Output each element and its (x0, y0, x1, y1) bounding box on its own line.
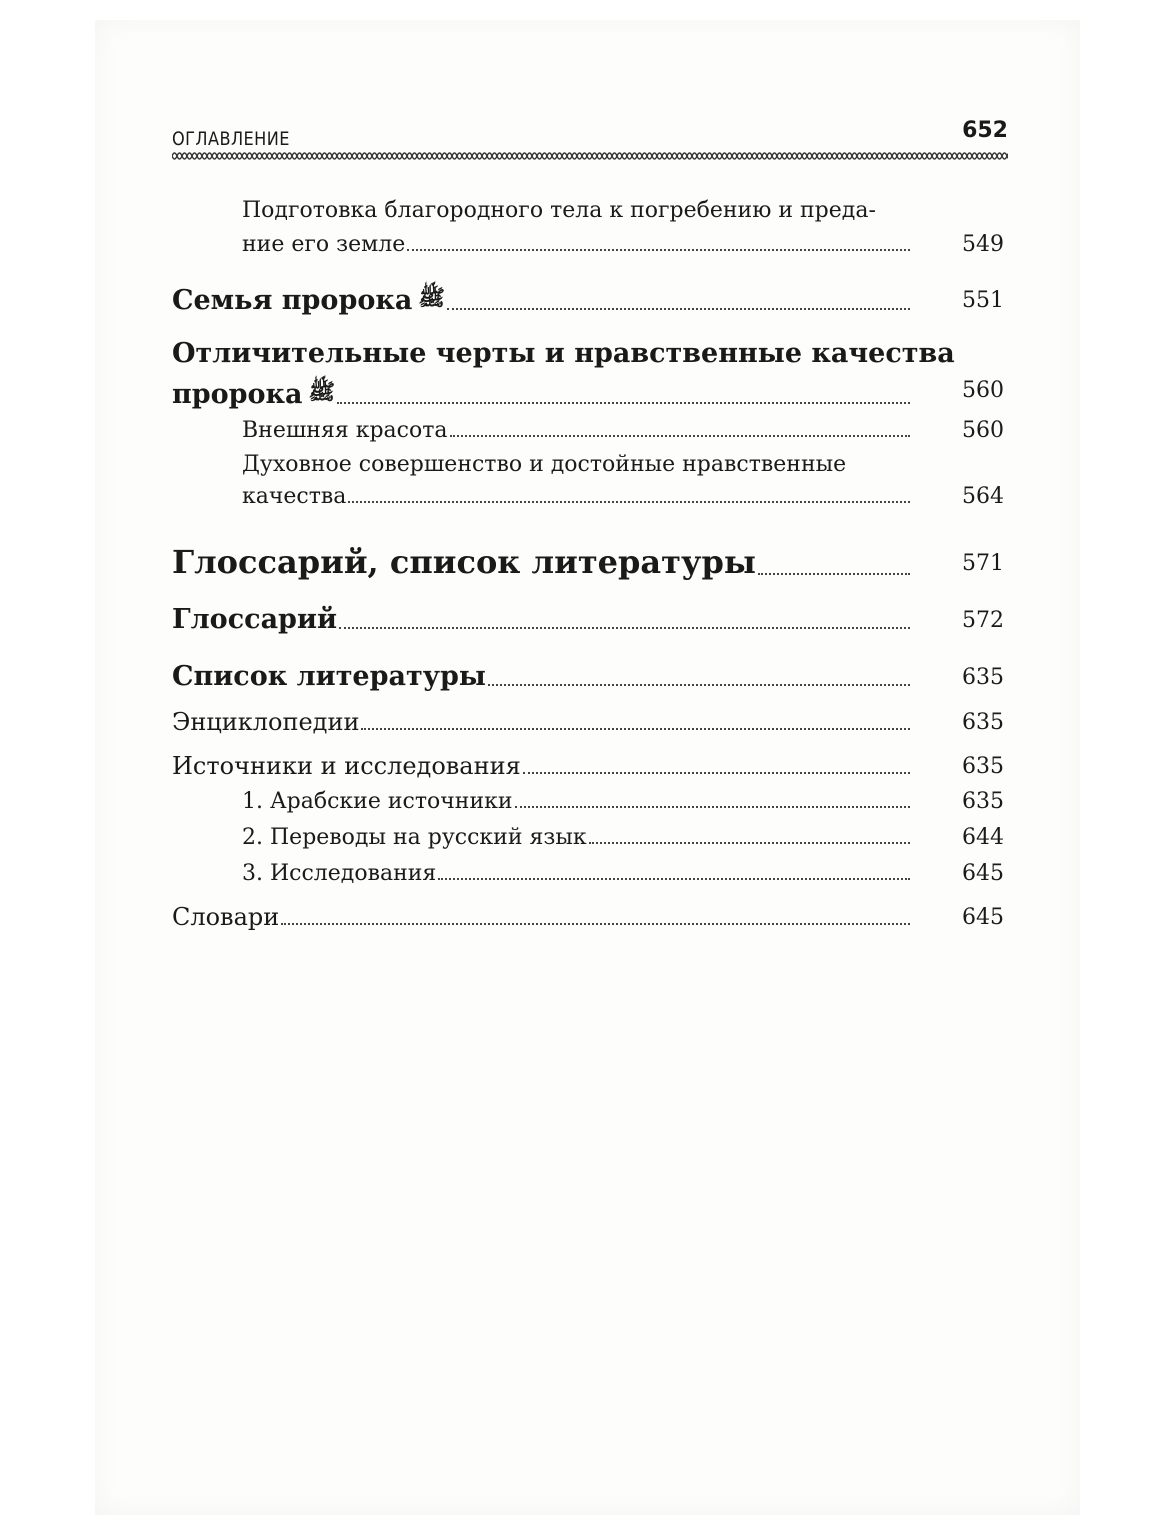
toc-entry-text-line2: пророка (172, 379, 303, 410)
toc-entry[interactable] (172, 708, 1008, 742)
toc-entry[interactable] (172, 604, 1008, 644)
toc-page-number: 571 (962, 551, 1004, 576)
toc-entry[interactable] (172, 198, 1008, 268)
toc-entry-text: 3. Исследования (242, 861, 437, 886)
seal-icon: ﷺ (418, 285, 445, 311)
header-title: ОГЛАВЛЕНИЕ (172, 128, 290, 150)
toc-entry[interactable] (172, 543, 1008, 587)
toc-page-number: 551 (962, 288, 1004, 313)
leader-dots (337, 401, 910, 404)
leader-dots (758, 572, 910, 575)
leader-dots (515, 805, 910, 808)
toc-entry[interactable] (172, 903, 1008, 937)
toc-entry-text: Глоссарий, список литературы (172, 543, 756, 581)
toc-page-number: 635 (962, 789, 1004, 814)
leader-dots (523, 771, 910, 774)
toc-entry[interactable] (172, 825, 1008, 857)
leader-dots (488, 683, 910, 686)
toc-page-number: 635 (962, 710, 1004, 735)
leader-dots (407, 248, 910, 251)
header-page-number: 652 (962, 118, 1008, 143)
leader-dots (361, 727, 910, 730)
toc-page-number: 549 (962, 232, 1004, 257)
toc-page-number: 635 (962, 754, 1004, 779)
toc-entry-text-line1: Отличительные черты и нравственные качества (172, 338, 955, 369)
toc-entry-text: Словари (172, 903, 280, 931)
ornament-divider-icon (172, 150, 1008, 162)
toc-page-number: 645 (962, 905, 1004, 930)
toc-page-number: 560 (962, 378, 1004, 403)
toc-entry-text-line2: ние его земле (242, 232, 406, 257)
toc-page-number: 560 (962, 418, 1004, 443)
leader-dots (450, 434, 910, 437)
leader-dots (447, 307, 910, 310)
toc-entry-text-line2: качества (242, 484, 347, 509)
toc-entry-text: Семья пророка (172, 285, 413, 316)
toc-entry[interactable] (172, 752, 1008, 786)
toc-entry-text-line1: Духовное совершенство и достойные нравственные (242, 452, 847, 477)
toc-entry-text: Список литературы (172, 661, 486, 692)
toc-page-number: 644 (962, 825, 1004, 850)
toc-entry[interactable] (172, 452, 1008, 522)
toc-entry-text: Источники и исследования (172, 752, 521, 780)
toc-entry-text: Глоссарий (172, 604, 337, 635)
toc-page-number: 645 (962, 861, 1004, 886)
leader-dots (281, 922, 910, 925)
toc-entry[interactable] (172, 338, 1008, 418)
toc-page-number: 635 (962, 665, 1004, 690)
toc-entry-text: 1. Арабские источники (242, 789, 513, 814)
toc-entry[interactable] (172, 861, 1008, 893)
toc-entry[interactable] (172, 284, 1008, 324)
toc-page-number: 564 (962, 484, 1004, 509)
toc-entry[interactable] (172, 661, 1008, 701)
leader-dots (438, 877, 910, 880)
toc-entry-text: Энциклопедии (172, 708, 360, 736)
seal-icon: ﷺ (308, 379, 336, 405)
toc-entry-text-line1: Подготовка благородного тела к погребению и преда- (242, 198, 876, 223)
leader-dots (589, 841, 910, 844)
leader-dots (348, 500, 910, 503)
toc-entry[interactable] (172, 789, 1008, 821)
toc-page-number: 572 (962, 608, 1004, 633)
toc-entry-text: Внешняя красота (242, 418, 448, 443)
toc-entry-text: 2. Переводы на русский язык (242, 825, 587, 850)
leader-dots (339, 626, 910, 629)
toc-entry[interactable] (172, 418, 1008, 450)
